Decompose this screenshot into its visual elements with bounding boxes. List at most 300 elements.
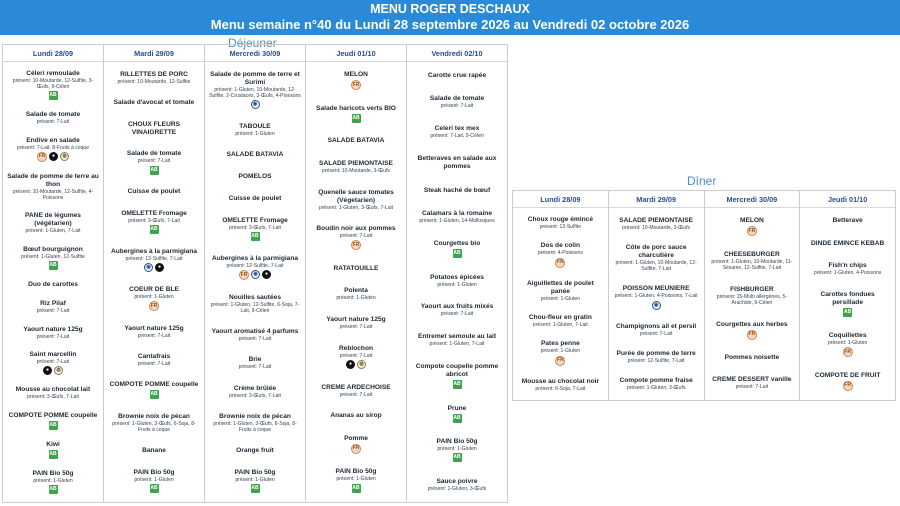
- dish-name: Choux rouge émincé: [527, 216, 593, 224]
- dish-name: Côte de porc sauce charcutière: [625, 243, 687, 259]
- dish-item: [310, 105, 402, 123]
- dish-labels: [613, 301, 700, 310]
- dish-allergens: présent: 7-Lait: [137, 333, 171, 340]
- dish-allergens: présent: 1-Gluten: [336, 295, 376, 302]
- dish-item: [7, 470, 99, 494]
- dish-allergens: présent: 6-Soja, 7-Lait: [535, 385, 586, 392]
- dish-name: Pommes noisette: [724, 353, 780, 361]
- dish-allergens: présent: 1-Gluten, 12-Sulfite, 6-Soja, 7-Lait, 9-Céleri: [210, 302, 300, 315]
- dejeuner-table: [2, 44, 508, 503]
- dish-item: [108, 469, 200, 493]
- dish-name: Compote pomme fraise: [619, 377, 693, 385]
- agriculture-bio-icon: AB: [49, 261, 57, 268]
- dish-item: [804, 240, 891, 248]
- dish-name: FISHBURGER: [730, 285, 774, 293]
- dish-name: Carottes fondues persillade: [820, 291, 875, 307]
- dish-name: OMELETTE Fromage: [222, 216, 288, 224]
- dish-item: [310, 435, 402, 454]
- dejeuner-day-header: Mercredi 30/09: [205, 45, 305, 62]
- dish-name: PAIN Bio 50g: [335, 468, 377, 476]
- dish-name: Cuisse de poulet: [127, 188, 181, 196]
- dish-name: Duo de carottes: [28, 281, 78, 289]
- diner-day-header: Jeudi 01/10: [800, 191, 895, 208]
- dejeuner-day-header: Jeudi 01/10: [306, 45, 406, 62]
- diner-day-dishes: [800, 208, 895, 400]
- dish-item: [7, 70, 99, 100]
- dish-item: [804, 372, 891, 391]
- dish-name: Salade haricots verts BIO: [316, 104, 396, 112]
- dish-labels: [411, 414, 503, 423]
- diner-day-header: Mardi 29/09: [609, 191, 704, 208]
- dish-labels: [804, 347, 891, 357]
- dish-allergens: présent: 1-Gluten, 12-Sulfite: [21, 253, 85, 260]
- dish-item: [209, 469, 301, 493]
- dish-allergens: présent: 1-Gluten: [235, 476, 275, 483]
- agriculture-bio-icon: AB: [251, 484, 259, 491]
- dish-item: [709, 376, 796, 390]
- dish-labels: [517, 258, 604, 268]
- dish-item: [310, 189, 402, 211]
- dish-name: Cuisse de poulet: [228, 195, 282, 203]
- diner-day-column: [609, 191, 705, 400]
- dish-name: PAIN Bio 50g: [234, 468, 276, 476]
- dish-item: [209, 217, 301, 241]
- agriculture-bio-icon: AB: [352, 114, 360, 121]
- dish-name: Mousse au chocolat noir: [521, 377, 600, 385]
- dish-allergens: présent: 1-Gluten: [336, 476, 376, 483]
- dejeuner-day-dishes: [407, 62, 507, 502]
- agriculture-bio-icon: AB: [49, 486, 57, 493]
- dish-name: Aubergines à la parmigiana: [110, 248, 198, 256]
- dish-item: [310, 225, 402, 250]
- dish-item: [7, 386, 99, 400]
- dish-allergens: présent: 1-Gluten: [437, 281, 477, 288]
- dish-name: COEUR DE BLE: [129, 286, 179, 294]
- dish-name: Cantafrais: [137, 353, 171, 361]
- label-rouge-icon: ●: [155, 263, 164, 272]
- dish-allergens: présent: 1-Gluten, 7-Lait: [532, 322, 588, 329]
- dish-allergens: présent: 7-Lait: [137, 158, 171, 165]
- dish-name: DINDE EMINCE KEBAB: [810, 239, 885, 247]
- diner-table: [512, 190, 896, 401]
- dish-allergens: présent: 1-Gluten: [827, 339, 868, 346]
- dish-allergens: présent: 1-Gluten: [437, 446, 477, 453]
- origine-france-icon: FR: [37, 152, 47, 162]
- origine-france-icon: FR: [555, 356, 565, 366]
- dish-allergens: présent: 1-Gluten, 3-Œufs: [626, 385, 686, 392]
- dish-name: Entremet semoule au lait: [417, 333, 497, 341]
- dish-allergens: présent: 12-Sulfite, 7-Lait: [226, 263, 284, 269]
- agriculture-bio-icon: AB: [49, 91, 57, 98]
- dish-name: Aiguillettes de poulet panée: [527, 279, 594, 295]
- dish-labels: [310, 360, 402, 369]
- dish-name: Pomme: [344, 434, 368, 442]
- dish-item: [209, 328, 301, 342]
- diner-day-header: Lundi 28/09: [513, 191, 608, 208]
- dish-labels: [209, 484, 301, 493]
- dish-name: CREME DESSERT vanille: [712, 376, 792, 384]
- dish-item: [108, 325, 200, 339]
- dish-item: [209, 173, 301, 181]
- diner-day-dishes: [513, 208, 608, 400]
- dish-name: RATATOUILLE: [333, 264, 379, 272]
- dish-item: [209, 195, 301, 203]
- dish-allergens: présent: 1-Gluten, 10-Moutarde, 12-Sulfite, 2-Crustacés, 3-Œufs, 4-Poissons: [209, 86, 301, 100]
- dish-item: [804, 291, 891, 317]
- dish-allergens: présent: 7-Lait: [238, 336, 272, 343]
- dish-name: COMPOTE POMME coupelle: [8, 411, 98, 419]
- dish-allergens: présent: 1-Gluten, 7-Lait: [429, 341, 485, 348]
- agriculture-bio-icon: AB: [453, 249, 461, 256]
- label-qualite-icon: ◍: [60, 152, 69, 161]
- dish-allergens: présent: 10-Moutarde, 12-Sulfite: [117, 78, 191, 85]
- dish-labels: [709, 330, 796, 340]
- dish-name: Compote coupelle pomme abricot: [415, 362, 499, 378]
- dish-name: SALADE BATAVIA: [226, 151, 284, 159]
- dish-allergens: présent: 7-Lait: [339, 352, 373, 359]
- dish-name: Salade d'avocat et tomate: [113, 98, 195, 106]
- dish-item: [108, 99, 200, 107]
- dejeuner-day-column: [205, 45, 306, 502]
- dish-labels: [7, 261, 99, 270]
- dish-item: [411, 125, 503, 139]
- dish-item: [517, 378, 604, 392]
- dish-labels: [310, 80, 402, 90]
- label-rouge-icon: ●: [49, 152, 58, 161]
- agriculture-bio-icon: AB: [150, 166, 158, 173]
- dish-item: [108, 286, 200, 311]
- dish-item: [209, 385, 301, 399]
- dish-name: Betterave: [832, 217, 863, 225]
- dish-name: Fish'n chips: [828, 262, 867, 270]
- dish-allergens: présent: 1-Gluten, 10-Moutarde, 11-Sésame, 12-Sulfite, 7-Lait: [711, 258, 793, 271]
- dish-name: Ananas au sirop: [330, 412, 382, 420]
- dish-item: [804, 217, 891, 225]
- origine-france-icon: FR: [843, 381, 853, 391]
- dish-labels: [209, 100, 301, 109]
- origine-france-icon: FR: [149, 301, 159, 311]
- dish-item: [209, 255, 301, 280]
- dejeuner-day-dishes: [306, 62, 406, 502]
- dish-item: [517, 242, 604, 267]
- dish-labels: [108, 166, 200, 175]
- peche-durable-icon: ◉: [652, 301, 661, 310]
- dish-item: [310, 384, 402, 398]
- dish-labels: [7, 450, 99, 459]
- dish-item: [7, 173, 99, 201]
- menu-header: [0, 0, 900, 35]
- dish-labels: [411, 453, 503, 462]
- agriculture-bio-icon: AB: [49, 450, 57, 457]
- agriculture-bio-icon: AB: [150, 226, 158, 233]
- dish-item: [411, 303, 503, 317]
- dish-name: Boudin noir aux pommes: [316, 225, 396, 233]
- dish-name: Celeri tex mex: [434, 125, 480, 133]
- dish-allergens: présent: 3-Œufs, 7-Lait: [27, 394, 79, 401]
- menu-subtitle: Menu semaine n°40 du Lundi 28 septembre 2026 au Vendredi 02 octobre 2026: [210, 17, 690, 32]
- dish-item: [411, 210, 503, 224]
- dish-name: PANE de légumes (végétarien): [25, 212, 81, 228]
- dish-name: Prune: [447, 404, 467, 412]
- dish-name: Bœuf bourguignon: [23, 245, 83, 253]
- dish-item: [613, 285, 700, 309]
- dejeuner-day-dishes: [3, 62, 103, 502]
- dish-item: [108, 188, 200, 196]
- dish-name: Courgettes bio: [433, 239, 481, 247]
- dish-allergens: présent: 12-Sulfite: [539, 224, 582, 231]
- dish-name: MELON: [739, 217, 764, 225]
- dish-allergens: présent: 7-Lait: [36, 308, 70, 315]
- dish-item: [310, 316, 402, 330]
- dish-labels: [7, 91, 99, 100]
- label-qualite-icon: ◍: [357, 360, 366, 369]
- origine-france-icon: FR: [239, 270, 249, 280]
- dish-allergens: présent: 1-Gluten: [134, 476, 174, 483]
- dish-item: [411, 478, 503, 492]
- dish-name: Polenta: [344, 287, 368, 295]
- dish-name: SALADE PIEMONTAISE: [319, 159, 393, 167]
- dish-name: PAIN Bio 50g: [133, 468, 175, 476]
- dejeuner-day-column: [104, 45, 205, 502]
- dish-name: Mousse au chocolat lait: [15, 386, 91, 394]
- origine-france-icon: FR: [351, 240, 361, 250]
- dish-name: Yaourt aromatisé 4 parfums: [211, 328, 299, 336]
- dish-allergens: présent: 3-Œufs, 7-Lait: [229, 224, 281, 231]
- dish-name: Yaourt nature 125g: [124, 325, 184, 333]
- dish-name: TABOULE: [239, 123, 271, 131]
- dish-item: [613, 217, 700, 231]
- dish-item: [804, 332, 891, 357]
- dish-labels: [310, 444, 402, 454]
- dish-name: SALADE PIEMONTAISE: [619, 216, 694, 224]
- dish-name: Purée de pomme de terre: [616, 349, 696, 357]
- dish-name: Chou-fleur en gratin: [528, 314, 592, 322]
- dish-item: [411, 155, 503, 171]
- dish-item: [108, 413, 200, 433]
- dish-name: CHEESEBURGER: [724, 250, 780, 258]
- origine-france-icon: FR: [351, 444, 361, 454]
- dish-allergens: présent: 1-Gluten, 3-Œufs, 6-Soja, 8-Fruits à coque: [112, 420, 196, 434]
- dish-labels: [7, 152, 99, 162]
- dish-name: Coquillettes: [828, 331, 867, 339]
- dish-item: [411, 240, 503, 258]
- dish-allergens: présent: 3-Œufs, 7-Lait: [128, 218, 180, 225]
- dish-allergens: présent: 4-Poissons: [537, 250, 583, 257]
- dish-item: [517, 340, 604, 365]
- dish-item: [613, 350, 700, 364]
- dish-item: [7, 441, 99, 459]
- dish-item: [108, 210, 200, 234]
- dish-allergens: présent: 1-Gluten, 4-Poissons, 7-Lait: [614, 293, 698, 300]
- dish-allergens: présent: 12-Sulfite, 7-Lait: [125, 256, 183, 263]
- dish-name: Sauce poivre: [436, 477, 478, 485]
- label-rouge-icon: ●: [262, 270, 271, 279]
- dish-allergens: présent: 10-Moutarde, 3-Œufs: [622, 224, 691, 231]
- dish-allergens: présent: 7-Lait: [238, 364, 272, 371]
- dish-labels: [709, 226, 796, 236]
- agriculture-bio-icon: AB: [49, 421, 57, 428]
- dish-item: [108, 121, 200, 137]
- dish-allergens: présent: 12-Sulfite, 7-Lait: [627, 357, 685, 364]
- label-qualite-icon: ◍: [54, 366, 63, 375]
- dish-name: RILLETTES DE PORC: [120, 70, 188, 78]
- dish-item: [411, 274, 503, 288]
- dish-allergens: présent: 7-Lait: [137, 361, 171, 368]
- diner-day-column: [513, 191, 609, 400]
- dish-name: Brie: [248, 356, 262, 364]
- dish-name: Dos de colin: [540, 242, 580, 250]
- origine-france-icon: FR: [747, 226, 757, 236]
- dish-allergens: présent: 1-Gluten, 3-Œufs, 7-Lait: [318, 204, 394, 211]
- dish-labels: [310, 114, 402, 123]
- dish-name: PAIN Bio 50g: [436, 438, 478, 446]
- dejeuner-day-dishes: [104, 62, 204, 502]
- dish-labels: [108, 263, 200, 272]
- dish-name: PAIN Bio 50g: [32, 470, 74, 478]
- dish-allergens: présent: 7-Lait, 8-Fruits à coque: [16, 144, 90, 151]
- dish-allergens: présent: 1-Gluten, 7-Lait: [25, 228, 81, 235]
- dish-name: POISSON MEUNIERE: [622, 285, 690, 293]
- agriculture-bio-icon: AB: [844, 309, 852, 316]
- dish-name: Steak haché de bœuf: [423, 186, 491, 194]
- dish-item: [108, 381, 200, 399]
- dish-labels: [108, 484, 200, 493]
- dish-item: [310, 71, 402, 90]
- peche-durable-icon: ◉: [251, 100, 260, 109]
- dish-name: Yaourt nature 125g: [326, 316, 386, 324]
- dish-name: POMELOS: [238, 173, 272, 181]
- dish-item: [7, 137, 99, 162]
- dish-item: [310, 265, 402, 273]
- dish-item: [209, 447, 301, 455]
- dish-allergens: présent: 7-Lait: [339, 391, 373, 398]
- dish-allergens: présent: 10-Moutarde, 3-Œufs: [322, 167, 390, 174]
- dish-item: [310, 160, 402, 174]
- dish-item: [411, 405, 503, 423]
- dish-item: [310, 287, 402, 301]
- dish-labels: [7, 485, 99, 494]
- origine-france-icon: FR: [351, 80, 361, 90]
- dish-item: [411, 438, 503, 462]
- dish-labels: [310, 484, 402, 493]
- peche-durable-icon: ◉: [251, 270, 260, 279]
- dish-labels: [310, 240, 402, 250]
- dish-item: [7, 326, 99, 340]
- dish-item: [209, 413, 301, 433]
- dish-item: [108, 353, 200, 367]
- agriculture-bio-icon: AB: [150, 485, 158, 492]
- dish-item: [613, 323, 700, 337]
- dish-name: Salade de tomate: [25, 111, 81, 119]
- dish-item: [7, 111, 99, 125]
- dish-name: Calamars à la romaine: [421, 210, 492, 218]
- dish-labels: [7, 421, 99, 430]
- label-rouge-icon: ●: [43, 366, 52, 375]
- dish-name: Orange fruit: [236, 446, 274, 454]
- dish-name: Quenelle sauce tomates (Végetarien): [318, 188, 394, 204]
- dish-labels: [517, 356, 604, 366]
- dish-item: [7, 212, 99, 234]
- dejeuner-day-column: [306, 45, 407, 502]
- origine-france-icon: FR: [843, 347, 853, 357]
- dish-name: Crème brûlée: [233, 384, 277, 392]
- dejeuner-day-header: Mardi 29/09: [104, 45, 204, 62]
- dish-allergens: présent: 7-Lait: [36, 333, 70, 340]
- dish-item: [709, 286, 796, 306]
- dish-item: [411, 333, 503, 347]
- dish-item: [108, 248, 200, 272]
- dish-item: [7, 351, 99, 375]
- dish-name: Reblochon: [338, 344, 374, 352]
- dish-name: Saint marcellin: [29, 351, 77, 359]
- dish-name: Champignons ail et persil: [616, 322, 697, 330]
- dejeuner-day-header: Lundi 28/09: [3, 45, 103, 62]
- dish-allergens: présent: 1-Gluten: [134, 294, 174, 301]
- dish-name: CHOUX FLEURS VINAIGRETTE: [127, 120, 181, 136]
- dish-item: [613, 377, 700, 391]
- dish-item: [411, 363, 503, 389]
- dish-item: [108, 150, 200, 174]
- dejeuner-day-dishes: [205, 62, 305, 502]
- dish-allergens: présent: 15-Multi allergènes, 5-Arachide, 9-Céleri: [716, 293, 787, 306]
- origine-france-icon: FR: [555, 258, 565, 268]
- dish-item: [209, 151, 301, 159]
- diner-day-header: Mercredi 30/09: [705, 191, 800, 208]
- dish-name: Pates penne: [540, 340, 580, 348]
- dish-name: Potatoes épicées: [430, 273, 484, 281]
- dish-labels: [411, 380, 503, 389]
- dish-name: Nouilles sautées: [228, 294, 282, 302]
- dish-allergens: présent: 1-Gluten, 3-Œufs, 6-Soja, 8-Fruits à coque: [213, 420, 297, 433]
- agriculture-bio-icon: AB: [150, 391, 158, 398]
- dejeuner-day-header: Vendredi 02/10: [407, 45, 507, 62]
- dish-name: Yaourt aux fruits mixés: [420, 303, 494, 311]
- agriculture-bio-icon: AB: [251, 233, 259, 240]
- dish-item: [108, 447, 200, 455]
- dish-allergens: présent: 7-Lait: [440, 311, 474, 318]
- dish-name: Aubergines à la parmigiana: [211, 255, 299, 262]
- agriculture-bio-icon: AB: [453, 380, 461, 387]
- dish-name: COMPOTE POMME coupelle: [109, 381, 199, 389]
- label-rouge-icon: ●: [346, 360, 355, 369]
- agriculture-bio-icon: AB: [352, 484, 360, 491]
- dish-labels: [108, 390, 200, 399]
- dejeuner-day-column: [3, 45, 104, 502]
- dejeuner-title: Déjeuner: [228, 36, 277, 50]
- dish-name: Brownie noix de pécan: [219, 412, 291, 420]
- dish-item: [7, 281, 99, 289]
- dish-allergens: présent: 1-Gluten, 14-Mollusques: [419, 218, 495, 225]
- dish-item: [7, 246, 99, 270]
- dish-item: [517, 216, 604, 230]
- diner-day-dishes: [609, 208, 704, 400]
- dish-labels: [804, 308, 891, 317]
- dish-allergens: présent: 1-Gluten, 3-Œufs: [427, 485, 487, 492]
- peche-durable-icon: ◉: [144, 263, 153, 272]
- dish-name: COMPOTE DE FRUIT: [814, 371, 881, 379]
- dish-allergens: présent: 7-Lait: [339, 324, 373, 331]
- dish-item: [709, 217, 796, 236]
- dish-allergens: présent: 7-Lait: [339, 233, 373, 240]
- dish-item: [411, 95, 503, 109]
- diner-day-column: [705, 191, 801, 400]
- origine-france-icon: FR: [747, 330, 757, 340]
- dish-name: SALADE BATAVIA: [327, 137, 385, 145]
- dish-name: Yaourt nature 125g: [23, 325, 83, 333]
- dish-item: [310, 468, 402, 492]
- dish-allergens: présent: 1-Gluten, 4-Poissons: [813, 270, 882, 277]
- dejeuner-day-column: [407, 45, 507, 502]
